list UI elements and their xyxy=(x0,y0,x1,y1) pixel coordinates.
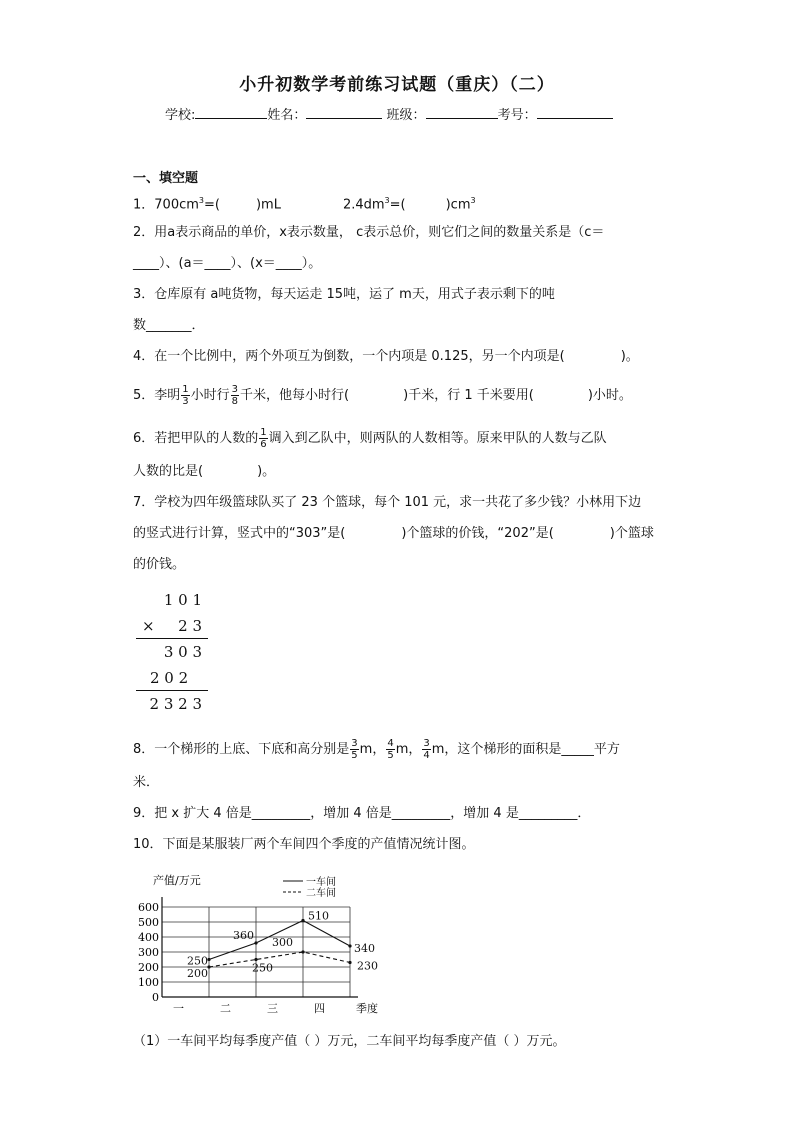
series-line-2 xyxy=(209,952,350,967)
q8-fraction-3: $\frac{3}{4}$ xyxy=(423,738,430,761)
question-5 xyxy=(133,384,632,407)
q1-text-a: 1．700cm xyxy=(133,197,199,213)
x-tick-label: 三 xyxy=(267,1002,278,1015)
student-info-row xyxy=(165,104,613,123)
q7-line2-b: )个篮球的价钱，“202”是( xyxy=(401,526,554,541)
class-label: 班级： xyxy=(386,108,426,123)
x-tick-label: 四 xyxy=(314,1002,325,1015)
vertical-multiplication xyxy=(136,588,208,718)
question-3-line-2: 数_______． xyxy=(133,318,205,333)
question-2-line-2: ____）、(a＝____）、(x＝____）。 xyxy=(133,256,322,271)
page-title: 小升初数学考前练习试题（重庆）（二） xyxy=(239,75,555,95)
question-7-line-2 xyxy=(133,525,654,543)
y-axis-title: 产值/万元 xyxy=(153,874,201,887)
data-label: 230 xyxy=(357,959,378,973)
q5-text-d: )千米，行 1 千米要用( xyxy=(403,388,534,403)
question-2-line-1: 2．用a表示商品的单价，x表示数量， c表示总价，则它们之间的数量关系是（c＝ xyxy=(133,225,605,240)
data-label: 510 xyxy=(308,909,329,923)
q5-text-b: 小时行 xyxy=(190,388,230,403)
data-point xyxy=(301,950,304,953)
q1-text-c: )mL xyxy=(255,197,281,213)
q6-line2-a: 人数的比是( xyxy=(133,464,204,479)
data-point xyxy=(301,919,304,922)
q8-fraction-2: $\frac{4}{5}$ xyxy=(387,738,394,761)
calc-operator: × xyxy=(142,617,155,635)
q7-line2-c: )个篮球 xyxy=(609,526,654,541)
question-8-line-2: 米． xyxy=(133,775,160,790)
q5-fraction-1: $\frac{1}{3}$ xyxy=(182,384,189,407)
q1-sup-c: 3 xyxy=(470,196,476,205)
calc-multiplier: 2 3 xyxy=(178,617,202,635)
data-point xyxy=(348,944,351,947)
calc-rule-2 xyxy=(136,690,208,691)
q1-sup-b: 3 xyxy=(384,196,390,205)
q8-unit-2: m， xyxy=(395,742,422,757)
calc-row-5: 2 3 2 3 xyxy=(149,695,202,713)
calc-row-2 xyxy=(136,614,208,640)
q6-text-b: 调入到乙队中，则两队的人数相等。原来甲队的人数与乙队 xyxy=(268,431,607,446)
q1-text-b: =( xyxy=(204,197,220,213)
question-6-line-2 xyxy=(133,463,275,481)
q8-unit-3: m，这个梯形的面积是_____平方 xyxy=(431,742,620,757)
calc-rule-1 xyxy=(136,638,208,639)
data-label: 200 xyxy=(187,967,208,980)
q5-fraction-2: $\frac{3}{8}$ xyxy=(231,384,239,407)
y-tick-label: 100 xyxy=(138,976,159,989)
q8-fraction-1: $\frac{3}{5}$ xyxy=(351,738,358,761)
chart-text xyxy=(138,873,378,1015)
calc-row-1: 1 0 1 xyxy=(163,591,202,609)
question-1 xyxy=(133,192,476,214)
q6-fraction: $\frac{1}{6}$ xyxy=(260,427,267,450)
id-label: 考号： xyxy=(497,108,537,123)
name-label: 姓名： xyxy=(267,108,307,123)
school-label: 学校: xyxy=(165,108,196,123)
x-tick-label: 一 xyxy=(173,1002,184,1015)
y-tick-label: 0 xyxy=(152,991,159,1004)
y-tick-label: 600 xyxy=(138,901,159,914)
q4-end: )。 xyxy=(620,349,639,364)
question-10-sub-1: （1）一车间平均每季度产值（ ）万元，二车间平均每季度产值（ ）万元。 xyxy=(133,1034,566,1049)
question-8-line-1 xyxy=(133,738,620,761)
q8-text-a: 8．一个梯形的上底、下底和高分别是 xyxy=(133,742,350,757)
q6-line2-b: )。 xyxy=(257,464,276,479)
y-tick-label: 300 xyxy=(138,946,159,959)
y-tick-label: 400 xyxy=(138,931,159,944)
q6-text-a: 6．若把甲队的人数的 xyxy=(133,431,259,446)
data-label: 250 xyxy=(252,961,273,975)
calc-row-3: 3 0 3 xyxy=(163,643,202,661)
y-tick-label: 200 xyxy=(138,961,159,974)
x-axis-title: 季度 xyxy=(356,1002,378,1015)
question-6-line-1 xyxy=(133,427,607,450)
question-4 xyxy=(133,348,639,366)
question-9: 9．把 x 扩大 4 倍是_________，增加 4 倍是_________，增加 4 是_________． xyxy=(133,806,591,821)
y-tick-label: 500 xyxy=(138,916,159,929)
data-label: 360 xyxy=(233,929,254,942)
q5-text-a: 5．李明 xyxy=(133,388,181,403)
calc-row-4: 2 0 2 xyxy=(150,669,189,687)
q4-text: 4．在一个比例中，两个外项互为倒数，一个内项是 0.125，另一个内项是( xyxy=(133,349,565,364)
q8-unit-1: m， xyxy=(359,742,386,757)
data-label: 340 xyxy=(354,942,375,955)
q5-text-e: )小时。 xyxy=(587,388,632,403)
q1-sup-a: 3 xyxy=(198,196,204,205)
q7-line2-a: 的竖式进行计算，竖式中的“303”是( xyxy=(133,526,346,541)
class-field[interactable] xyxy=(426,105,498,119)
q5-text-c: 千米，他每小时行( xyxy=(240,388,350,403)
q1-text-e: =( xyxy=(389,197,406,213)
q1-text-d: 2.4dm xyxy=(342,197,385,213)
legend-label: 二车间 xyxy=(306,888,336,899)
school-field[interactable] xyxy=(195,105,267,119)
question-10: 10．下面是某服装厂两个车间四个季度的产值情况统计图。 xyxy=(133,837,475,852)
data-label: 250 xyxy=(187,954,208,968)
question-7-line-1: 7．学校为四年级篮球队买了 23 个篮球，每个 101 元，求一共花了多少钱？小林用下边 xyxy=(133,495,642,510)
question-7-line-3: 的价钱。 xyxy=(133,557,186,572)
name-field[interactable] xyxy=(306,105,382,119)
data-point xyxy=(348,961,351,964)
line-chart xyxy=(125,864,378,1016)
question-3-line-1: 3．仓库原有 a吨货物，每天运走 15吨，运了 m天，用式子表示剩下的吨 xyxy=(133,287,555,302)
data-label: 300 xyxy=(272,936,293,949)
id-field[interactable] xyxy=(537,105,613,119)
q1-text-f: )cm xyxy=(445,197,471,213)
data-point xyxy=(254,941,257,944)
legend-label: 一车间 xyxy=(306,877,336,888)
x-tick-label: 二 xyxy=(220,1002,231,1015)
section-heading: 一、填空题 xyxy=(133,171,199,186)
